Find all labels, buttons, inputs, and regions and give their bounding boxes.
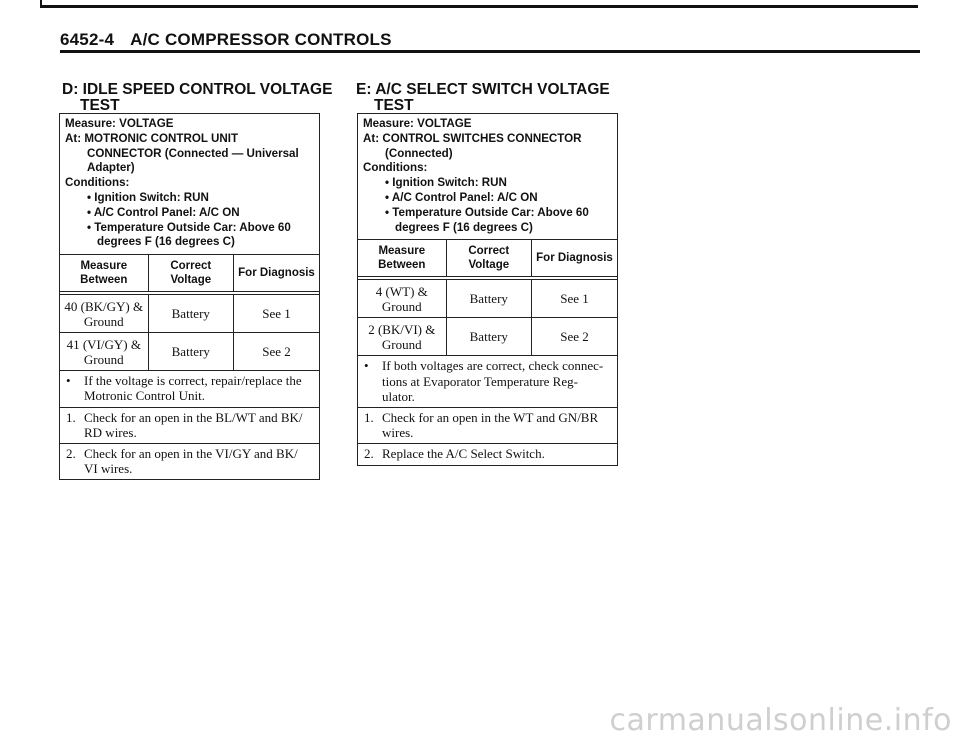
note-marker: •: [364, 358, 369, 374]
note-text: Check for an open in the WT and GN/BR wires.: [382, 409, 599, 441]
page-title: A/C COMPRESSOR CONTROLS: [130, 30, 392, 49]
note-marker: •: [66, 373, 71, 389]
note-item: [60, 371, 319, 406]
section-d-conditions: [60, 114, 319, 254]
note-marker: 1.: [364, 409, 374, 425]
cond-line: Measure: VOLTAGE: [65, 117, 174, 130]
section-e-notes: [358, 355, 617, 464]
page-header: [60, 30, 392, 50]
note-marker: 2.: [66, 445, 76, 461]
table-cell: Battery: [148, 333, 233, 371]
table-cell: See 2: [234, 333, 319, 371]
column-header: For Diagnosis: [234, 255, 319, 294]
table-cell: 2 (BK/VI) & Ground: [358, 318, 446, 356]
table-cell: 40 (BK/GY) & Ground: [60, 293, 148, 333]
note-text: Check for an open in the VI/GY and BK/ VI wires.: [84, 445, 298, 477]
table-row: [60, 293, 319, 333]
section-e-measure-table: [358, 239, 617, 355]
section-e-conditions: [358, 114, 617, 239]
cond-line: Conditions:: [363, 161, 428, 175]
column-header: Measure Between: [60, 255, 148, 294]
table-cell: 4 (WT) & Ground: [358, 278, 446, 318]
cond-line: degrees F (16 degrees C): [97, 235, 235, 249]
top-rule: [40, 5, 918, 8]
cond-line: • Ignition Switch: RUN: [385, 176, 507, 190]
section-d-notes: [60, 370, 319, 479]
section-e-title: [356, 82, 610, 114]
column-header: Correct Voltage: [446, 240, 531, 279]
cond-line: Adapter): [87, 161, 135, 175]
table-cell: See 2: [532, 318, 617, 356]
cond-line: Conditions:: [65, 176, 130, 190]
section-d-measure-table: [60, 254, 319, 370]
column-header: Measure Between: [358, 240, 446, 279]
cond-line: • Ignition Switch: RUN: [87, 190, 209, 204]
table-cell: 41 (VI/GY) & Ground: [60, 333, 148, 371]
page-number: 6452-4: [60, 30, 115, 49]
section-d-title-line1: D: IDLE SPEED CONTROL VOLTAGE: [62, 81, 333, 98]
table-header-row: [60, 255, 319, 294]
cond-line: At: CONTROL SWITCHES CONNECTOR: [363, 131, 582, 145]
section-d-title-line2: TEST: [80, 97, 120, 114]
section-e-box: [357, 113, 618, 466]
note-text: If both voltages are correct, check connec- tions at Evaporator Temperature Reg- ulator.: [382, 358, 604, 404]
section-e-title-line2: TEST: [374, 97, 414, 114]
table-header-row: [358, 240, 617, 279]
section-d-title: [62, 82, 332, 114]
note-item: [358, 356, 617, 407]
table-cell: Battery: [446, 318, 531, 356]
cond-line: • Temperature Outside Car: Above 60: [87, 220, 291, 234]
header-rule: [60, 50, 920, 53]
table-row: [358, 278, 617, 318]
table-cell: See 1: [532, 278, 617, 318]
cond-line: • A/C Control Panel: A/C ON: [87, 205, 240, 219]
watermark: carmanualsonline.info: [609, 703, 952, 738]
table-cell: See 1: [234, 293, 319, 333]
cond-line: CONNECTOR (Connected — Universal: [87, 146, 299, 160]
cond-line: (Connected): [385, 146, 453, 160]
section-e-title-line1: E: A/C SELECT SWITCH VOLTAGE: [356, 81, 610, 98]
note-item: [358, 407, 617, 443]
cond-line: • Temperature Outside Car: Above 60: [385, 205, 589, 219]
section-d-box: [59, 113, 320, 480]
cond-line: At: MOTRONIC CONTROL UNIT: [65, 131, 239, 145]
column-header: For Diagnosis: [532, 240, 617, 279]
cond-line: • A/C Control Panel: A/C ON: [385, 190, 538, 204]
note-item: [60, 407, 319, 443]
column-header: Correct Voltage: [148, 255, 233, 294]
table-cell: Battery: [148, 293, 233, 333]
note-marker: 1.: [66, 409, 76, 425]
note-text: Check for an open in the BL/WT and BK/ RD wires.: [84, 409, 303, 440]
note-text: If the voltage is correct, repair/replace the Motronic Control Unit.: [84, 373, 302, 404]
table-row: [60, 333, 319, 371]
table-cell: Battery: [446, 278, 531, 318]
note-item: [358, 443, 617, 464]
cond-line: Measure: VOLTAGE: [363, 117, 472, 130]
note-marker: 2.: [364, 446, 374, 462]
note-text: Replace the A/C Select Switch.: [382, 446, 545, 462]
note-item: [60, 443, 319, 479]
table-row: [358, 318, 617, 356]
cond-line: degrees F (16 degrees C): [395, 220, 533, 234]
